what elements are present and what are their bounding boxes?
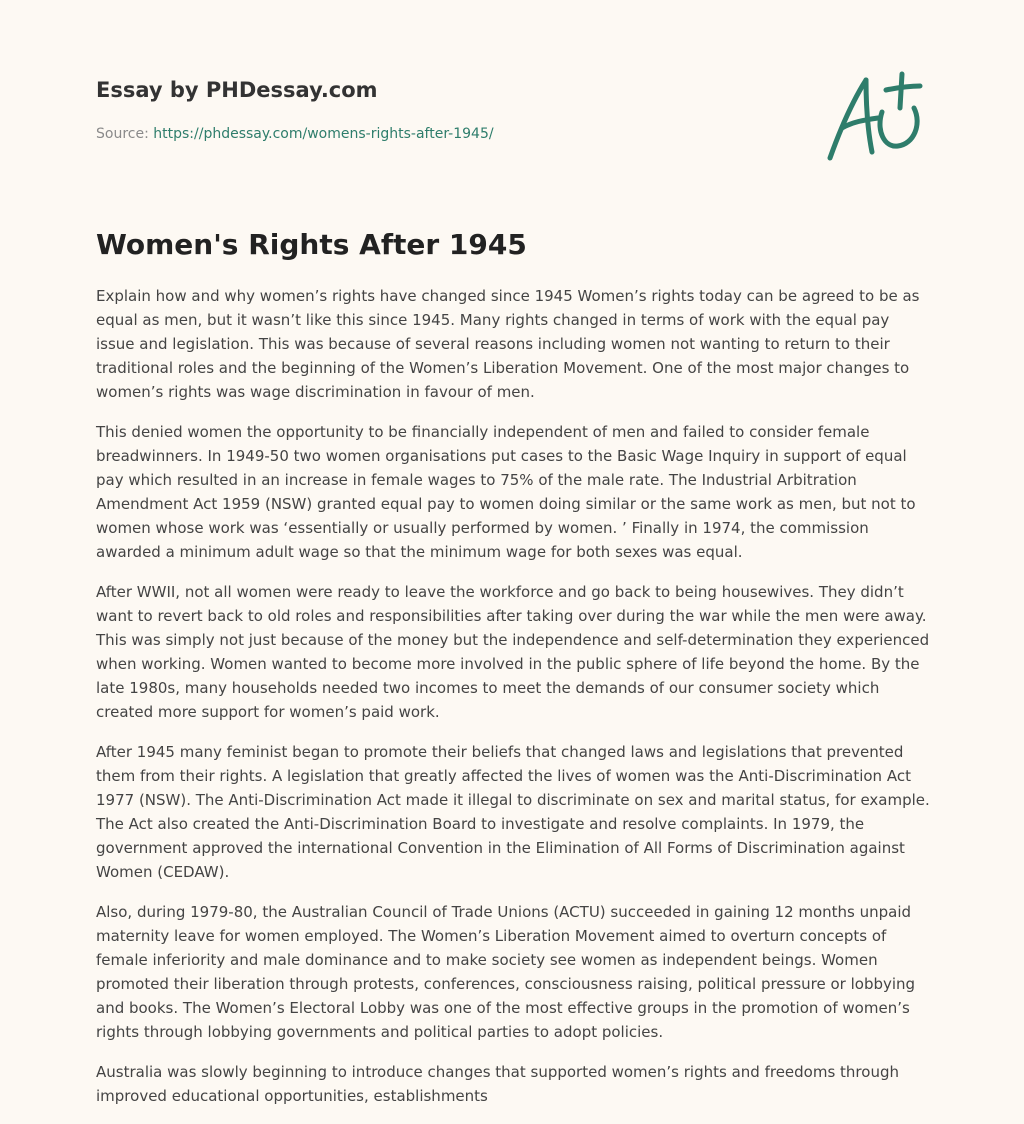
paragraph: After WWII, not all women were ready to leave the workforce and go back to being housewives. They didn’t want to revert back to old roles and responsibilities after taking over during the war while the men were away. This was simply not just because of the money but the independence and self-determination they experienced when working. Women wanted to become more involved in the public sphere of life beyond the home. By the late 1980s, many households needed two incomes to meet the demands of our consumer society which created more support for women’s paid work. bbox=[96, 583, 930, 721]
page-header bbox=[96, 76, 796, 144]
page-title: Women's Rights After 1945 bbox=[96, 228, 527, 261]
source-label: Source: bbox=[96, 126, 154, 142]
brand-title: Essay by PHDessay.com bbox=[96, 78, 378, 102]
a-plus-logo-icon bbox=[822, 68, 926, 164]
paragraph: Australia was slowly beginning to introduce changes that supported women’s rights and freedoms through improved educational opportunities, establishments bbox=[96, 1063, 899, 1105]
paragraph: Also, during 1979-80, the Australian Council of Trade Unions (ACTU) succeeded in gaining 12 months unpaid maternity leave for women employed. The Women’s Liberation Movement aimed to overturn concepts of female inferiority and male dominance and to make society see women as independent beings. Women promoted their liberation through protests, conferences, consciousness raising, political pressure or lobbying and books. The Women’s Electoral Lobby was one of the most effective groups in the promotion of women’s rights through lobbying governments and political parties to adopt policies. bbox=[96, 903, 916, 1041]
paragraph: This denied women the opportunity to be financially independent of men and failed to consider female breadwinners. In 1949-50 two women organisations put cases to the Basic Wage Inquiry in support of equal pay which resulted in an increase in female wages to 75% of the male rate. The Industrial Arbitration Amendment Act 1959 (NSW) granted equal pay to women doing similar or the same work as men, but not to women whose work was ‘essentially or usually performed by women. ’ Finally in 1974, the commission awarded a minimum adult wage so that the minimum wage for both sexes was equal. bbox=[96, 423, 916, 561]
source-link[interactable]: https://phdessay.com/womens-rights-after-1945/ bbox=[153, 126, 494, 142]
article-body bbox=[96, 284, 930, 1124]
paragraph: After 1945 many feminist began to promote their beliefs that changed laws and legislations that prevented them from their rights. A legislation that greatly affected the lives of women was the Anti-Discrimination Act 1977 (NSW). The Anti-Discrimination Act made it illegal to discriminate on sex and marital status, for example. The Act also created the Anti-Discrimination Board to investigate and resolve complaints. In 1979, the government approved the international Convention in the Elimination of All Forms of Discrimination against Women (CEDAW). bbox=[96, 743, 930, 881]
source-line bbox=[96, 124, 796, 144]
paragraph: Explain how and why women’s rights have changed since 1945 Women’s rights today can be agreed to be as equal as men, but it wasn’t like this since 1945. Many rights changed in terms of work with the equal pay issue and legislation. This was because of several reasons including women not wanting to return to their traditional roles and the beginning of the Women’s Liberation Movement. One of the most major changes to women’s rights was wage discrimination in favour of men. bbox=[96, 287, 920, 401]
